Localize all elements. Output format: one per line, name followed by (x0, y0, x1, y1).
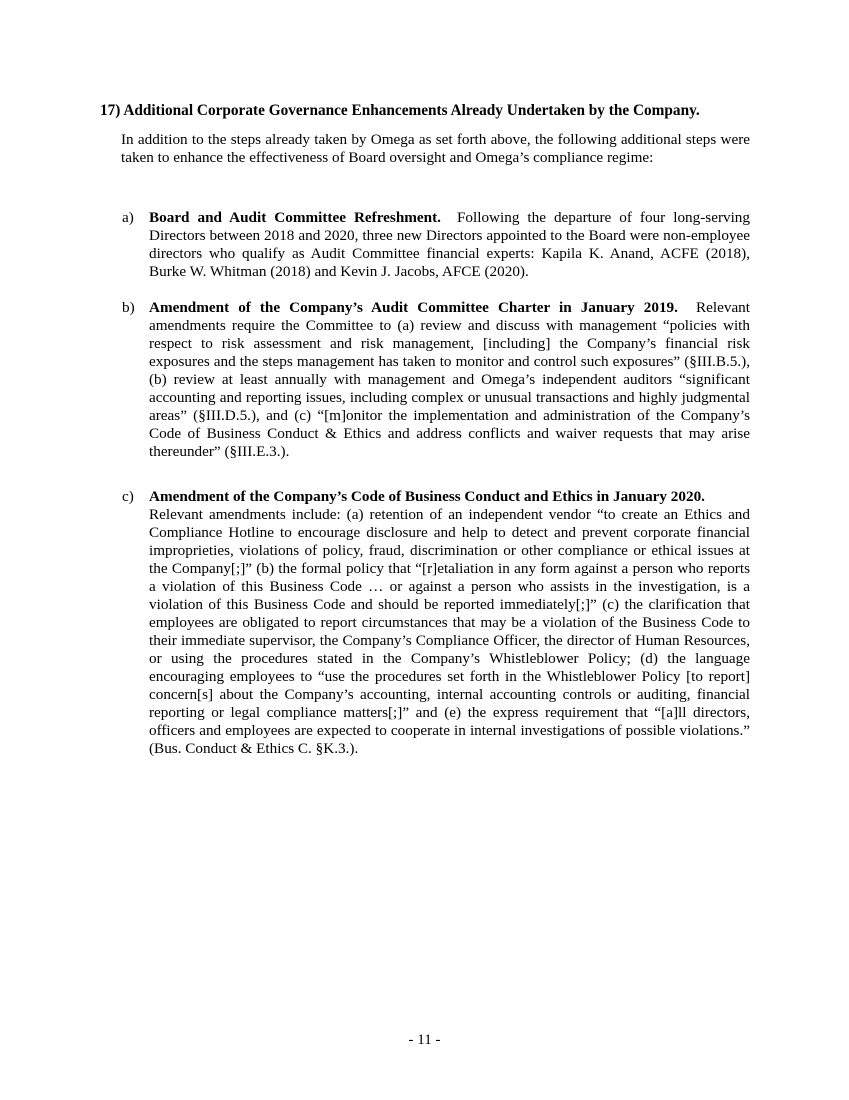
list-item-body (149, 488, 750, 758)
list-item-body (149, 209, 750, 281)
list-marker: c) (122, 488, 134, 505)
list-item-text: Relevant amendments include: (a) retention of an independent vendor “to create an Ethics and Compliance Hotline to encourage disclosure and help to detect and prevent corporate financial improprieties, violations of policy, fraud, discrimination or other compliance or ethical issues at the Company[;]” (b) the formal policy that “[r]etaliation in any form against a person who reports a violation of this Business Code … or against a person who assists in the investigation, is a violation of this Business Code and should be reported immediately[;]” (c) the clarification that employees are obligated to report circumstances that may be a violation of the Business Code to their immediate supervisor, the Company’s Compliance Officer, the director of Human Resources, or using the procedures stated in the Company’s Whistleblower Policy; (d) the language encouraging employees to “use the procedures set forth in the Whistleblower Policy [to report] concern[s] about the Company’s accounting, internal accounting controls or auditing, financial reporting or legal compliance matters[;]” and (e) the express requirement that “[a]ll directors, officers and employees are expected to cooperate in internal investigations of possible violations.” (Bus. Conduct & Ethics C. §K.3.). (149, 506, 750, 757)
list-marker: b) (122, 299, 135, 316)
list-item-c (122, 488, 750, 758)
list-marker: a) (122, 209, 134, 226)
list-item-a (122, 209, 750, 281)
list-item-title: Amendment of the Company’s Code of Business Conduct and Ethics in January 2020. (149, 488, 705, 505)
list-item-title: Board and Audit Committee Refreshment. (149, 209, 441, 226)
list-item-text: Following the departure of four long-serving Directors between 2018 and 2020, three new Directors appointed to the Board were non-employee directors who qualify as Audit Committee financial experts: Kapila K. Anand, ACFE (2018), Burke W. Whitman (2018) and Kevin J. Jacobs, AFCE (2020). (149, 209, 750, 280)
list-item-text: Relevant amendments require the Committee to (a) review and discuss with management “policies with respect to risk assessment and risk management, [including] the Company’s financial risk exposures and the steps management has taken to monitor and control such exposures” (§III.B.5.), (b) review at least annually with management and Omega’s independent auditors “significant accounting and reporting issues, including complex or unusual transactions and highly judgmental areas” (§III.D.5.), and (c) “[m]onitor the implementation and administration of the Company’s Code of Business Conduct & Ethics and address conflicts and waiver requests that may arise thereunder” (§III.E.3.). (149, 299, 750, 460)
section-heading: 17) Additional Corporate Governance Enhancements Already Undertaken by the Company. (100, 102, 700, 119)
list-item-body (149, 299, 750, 461)
page-number: - 11 - (408, 1032, 441, 1048)
list-item-b (122, 299, 750, 461)
list-item-title: Amendment of the Company’s Audit Committee Charter in January 2019. (149, 299, 678, 316)
intro-paragraph: In addition to the steps already taken by Omega as set forth above, the following additional steps were taken to enhance the effectiveness of Board oversight and Omega’s compliance regime: (121, 131, 750, 166)
